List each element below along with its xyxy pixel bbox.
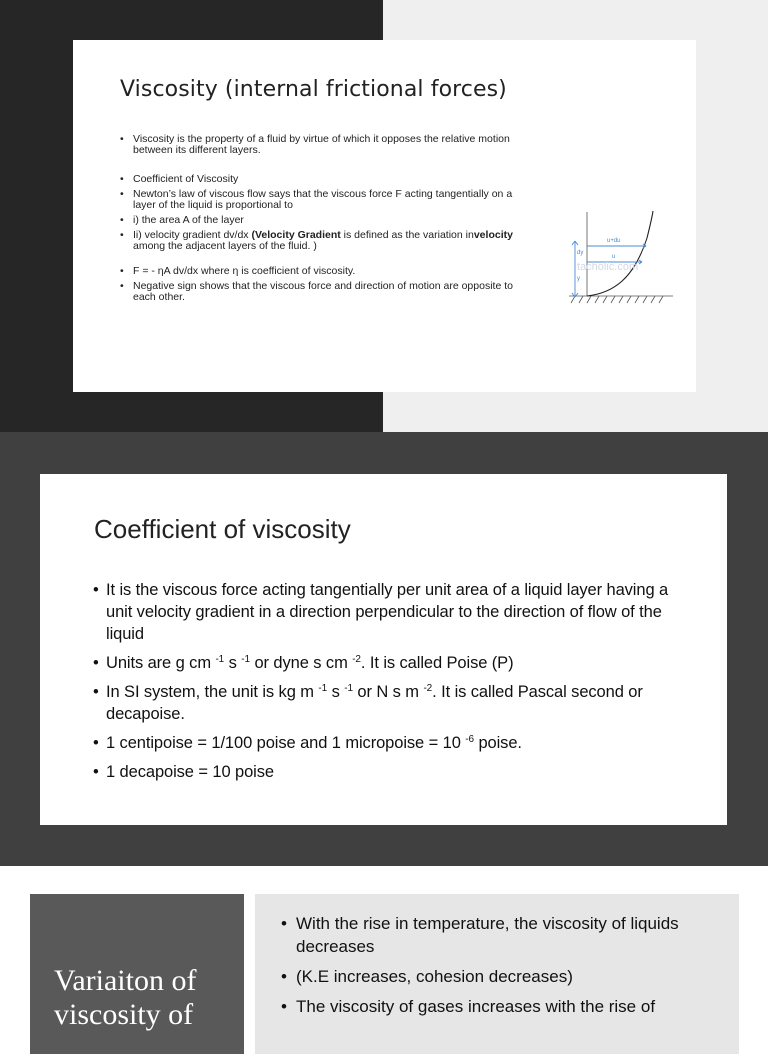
list-item: • Negative sign shows that the viscous force and direction of motion are opposite to each other. bbox=[119, 281, 519, 303]
superscript: -2 bbox=[423, 683, 433, 694]
text-run: is defined as the variation in bbox=[340, 229, 474, 241]
text-run: 1 centipoise = 1/100 poise and 1 micropoise = 10 bbox=[106, 734, 466, 752]
bullet-list bbox=[119, 134, 519, 307]
slide-coefficient bbox=[0, 432, 768, 866]
text-run: among the adjacent layers of the fluid. ) bbox=[133, 240, 317, 252]
figure-label: u bbox=[612, 254, 616, 260]
figure-label: y bbox=[577, 276, 580, 282]
text-run: Ii) velocity gradient dv/dx bbox=[133, 229, 252, 241]
list-item: • It is the viscous force acting tangentially per unit area of a liquid layer having a unit velocity gradient in a direction perpendicular to the direction of flow of the liquid bbox=[93, 579, 693, 645]
bold-text: velocity bbox=[473, 229, 513, 241]
list-item bbox=[93, 681, 693, 725]
superscript: -2 bbox=[352, 654, 361, 665]
superscript: -1 bbox=[344, 683, 353, 694]
list-item: • F = - ηA dv/dx where η is coefficient of viscosity. bbox=[119, 266, 519, 277]
watermark: tacholic.com bbox=[577, 261, 639, 273]
text-run: or N s m bbox=[352, 683, 424, 701]
superscript: -1 bbox=[318, 683, 328, 694]
list-item: • Coefficient of Viscosity bbox=[119, 174, 519, 185]
text-run: . It is called Pascal second or decapoise. bbox=[106, 683, 643, 723]
text-run: s bbox=[327, 683, 345, 701]
text-run: . It is called Poise (P) bbox=[360, 654, 514, 672]
text-run: or dyne s cm bbox=[249, 654, 353, 672]
list-item: • i) the area A of the layer bbox=[119, 215, 519, 226]
slide-card bbox=[40, 474, 727, 825]
slide-title-panel bbox=[30, 894, 244, 1054]
list-item: • 1 decapoise = 10 poise bbox=[93, 761, 693, 783]
list-item: • With the rise in temperature, the viscosity of liquids decreases bbox=[281, 912, 721, 958]
text-run: Units are g cm bbox=[106, 654, 216, 672]
slide-title: Coefficient of viscosity bbox=[94, 514, 351, 544]
list-item: • Viscosity is the property of a fluid by virtue of which it opposes the relative motion between its different layers. bbox=[119, 134, 519, 156]
slide-body-panel bbox=[255, 894, 739, 1054]
text-run: s bbox=[224, 654, 242, 672]
superscript: -6 bbox=[465, 734, 474, 745]
list-item bbox=[119, 230, 519, 252]
list-item: • Newton’s law of viscous flow says that the viscous force F acting tangentially on a layer of the liquid is proportional to bbox=[119, 189, 519, 211]
bold-text: (Velocity Gradient bbox=[251, 229, 341, 241]
slide-title: Viscosity (internal frictional forces) bbox=[120, 77, 507, 102]
list-item bbox=[93, 652, 693, 674]
velocity-profile-diagram bbox=[569, 208, 673, 310]
bullet-list bbox=[93, 579, 693, 790]
slide-variation bbox=[0, 866, 768, 1031]
bullet-list bbox=[281, 912, 721, 1025]
slide-title: Variaiton of viscosity of bbox=[54, 964, 197, 1031]
text-run: poise. bbox=[473, 734, 522, 752]
superscript: -1 bbox=[241, 654, 250, 665]
superscript: -1 bbox=[215, 654, 225, 665]
text-run: In SI system, the unit is kg m bbox=[106, 683, 319, 701]
list-item: • (K.E increases, cohesion decreases) bbox=[281, 965, 721, 988]
slide-card bbox=[73, 40, 696, 392]
list-item: • The viscosity of gases increases with the rise of bbox=[281, 995, 721, 1018]
figure-label: u+du bbox=[607, 238, 621, 244]
slide-viscosity bbox=[0, 0, 768, 432]
figure-label: dy bbox=[577, 250, 584, 256]
list-item bbox=[93, 732, 693, 754]
